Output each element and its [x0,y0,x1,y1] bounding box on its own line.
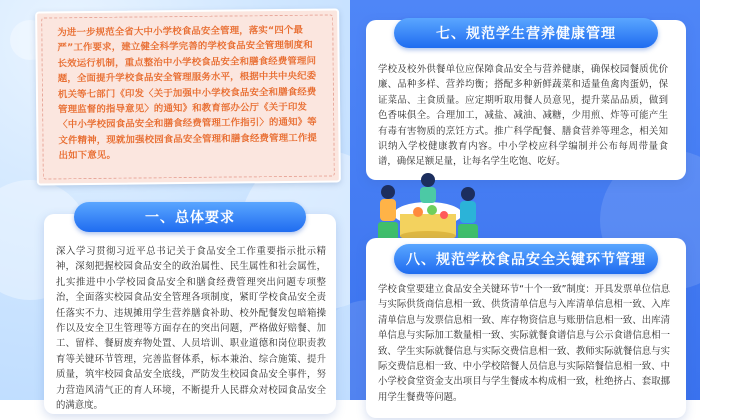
intro-note [35,8,341,185]
right-panel [350,0,700,403]
left-panel [0,0,350,412]
food-plate [427,205,437,215]
section-card-general-requirements [44,210,336,414]
section-body: 深入学习贯彻习近平总书记关于食品安全工作重要指示批示精神，深刻把握校园食品安全的政治属性、民生属性和社会属性，扎实推进中小学校园食品安全和膳食经费管理突出问题专项整治，全面落实校园食品安全管理各项制度，紧盯学校食品安全责任落实不力、违规摊用学生营养膳食补助、校外配餐发包暗箱操作以及安全卫生管理等方面存在的突出问题，严格做好赔餐、加工、留样、餐厨废弃物处置、人员培训、职业道德和岗位职责教育等关键环节管理，完善监督体系，标本兼治、综合施策、提升质量，筑牢校园食品安全底线，严防发生校园食品安全事件，努力营造风清气正的育人环境，不断提升人民群众对校园食品安全的满意度。 [56,246,326,412]
section-title: 一、总体要求 [74,202,306,232]
section-card-nutrition [366,20,686,180]
section-card-key-links [366,238,686,418]
section-title: 八、规范学校食品安全关键环节管理 [394,244,658,274]
student-head [381,185,395,199]
food-plate [440,211,448,219]
student-body [380,199,396,221]
student-body [420,187,436,203]
section-body: 学校及校外供餐单位应保障食品安全与营养健康，确保校园餐质优价廉、品种多样、营养均衡；搭配多种新鲜蔬菜和适量鱼禽肉蛋奶，保证菜品、主食质量。应定期听取用餐人员意见，提升菜品品质，做到色香味俱全。合理加工，减盐、减油、减糖，少用煎、炸等可能产生有毒有害物质的烹饪方式。推广科学配餐、膳食营养等理念，相关知识纳入学校健康教育内容。中小学校应科学编制并公布每周带量食谱，确保足额足量，让每名学生吃饱、吃好。 [378,64,668,168]
food-plate [413,207,423,217]
student-head [421,173,435,187]
section-title: 七、规范学生营养健康管理 [394,18,658,48]
student-head [461,187,475,201]
section-body: 学校食堂要建立食品安全关键环节“十个一致”制度：开具发票单位信息与实际供货商信息相一致、供货清单信息与入库清单信息相一致、入库清单信息与发票信息相一致、库存物资信息与账册信息相一致、出库清单信息与实际加工数量相一致、实际就餐食谱信息与公示食谱信息相一致、学生实际就餐信息与实际交费信息相一致、教师实际就餐信息与实际交费信息相一致、中小学校陪餐人员信息与实际陪餐信息相一致、中小学校食堂资金支出项目与学生餐成本构成相一致，杜绝挤占、套取挪用学生餐费等问题。 [378,284,670,403]
student-body [460,201,476,223]
intro-text: 为进一步规范全省大中小学校食品安全管理，落实“四个最严”工作要求，建立健全科学完善的学校食品安全管理制度和长效运行机制，重点整治中小学校食品安全和膳食经费管理问题，全面提升学校食品安全管理服务水平，根据中共中央纪委机关等七部门《印发〈关于加强中小学校食品安全和膳食经费管理监督的指导意见〉的通知》和教育部办公厅《关于印发〈中小学校园食品安全和膳食经费管理工作指引〉的通知》等文件精神，现就加强校园食品安全管理和膳食经费管理工作提出如下意见。 [57,24,318,162]
